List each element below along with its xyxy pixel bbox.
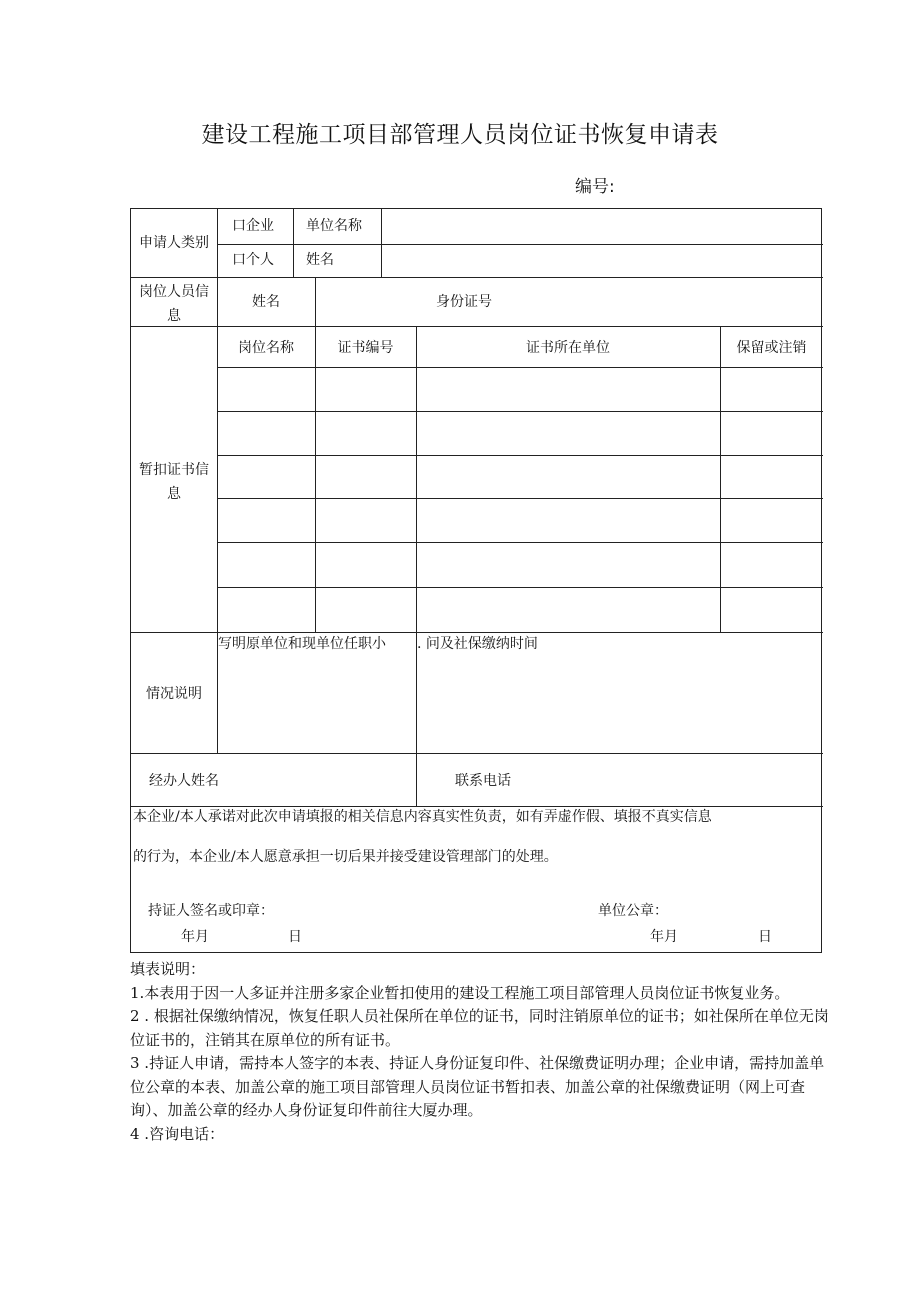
handler-name-label: 经办人姓名 [149,773,219,789]
situation-hint-right: . 问及社保缴纳时间 [417,636,538,652]
unit-seal-label: 单位公章： [598,903,668,919]
row-divider [217,244,823,245]
date-left-year-month: 年月 [181,929,209,945]
application-form-table [130,208,822,953]
col-divider [381,209,382,277]
row-divider [131,632,823,633]
instruction-item: 2 . 根据社保缴纳情况，恢复任职人员社保所在单位的证书，同时注销原单位的证书；如社保所在单位无岗位证书的，注销其在原单位的所有证书。 [130,1007,829,1049]
table-row [218,499,823,542]
cell-cert-number[interactable] [316,499,416,542]
col-header-cert-number: 证书编号 [337,340,394,356]
cell-retain-cancel[interactable] [721,456,823,498]
cell-post-name[interactable] [218,543,315,587]
company-checkbox[interactable]: 口企业 [232,218,274,234]
date-right-year-month: 年月 [650,929,678,945]
holder-signature-label: 持证人签名或印章： [148,903,274,919]
filling-instructions [130,958,830,1146]
serial-number-label: 编号: [575,177,615,197]
instructions-heading: 填表说明： [130,960,206,978]
person-name-field[interactable] [383,246,821,276]
col-divider [293,209,294,277]
table-row [218,456,823,498]
cell-cert-number[interactable] [316,456,416,498]
col-header-cert-unit: 证书所在单位 [526,340,610,356]
col-divider [315,277,316,326]
cell-cert-number[interactable] [316,412,416,455]
table-row [218,543,823,587]
cell-cert-number[interactable] [316,368,416,411]
withheld-cert-label-cont: 息 [167,486,181,502]
id-number-label: 身份证号 [436,294,492,310]
cell-retain-cancel[interactable] [721,499,823,542]
cell-post-name[interactable] [218,499,315,542]
withheld-cert-label: 暂扣证书信 [139,462,209,478]
instruction-item: 4 .咨询电话： [130,1124,225,1143]
row-divider [131,806,823,807]
row-divider [131,753,823,754]
cell-cert-unit[interactable] [417,412,720,455]
table-row [218,368,823,411]
commitment-text-cont: 的行为，本企业/本人愿意承担一切后果并接受建设管理部门的处理。 [133,849,558,865]
cell-retain-cancel[interactable] [721,368,823,411]
cell-cert-unit[interactable] [417,588,720,632]
cell-cert-unit[interactable] [417,368,720,411]
staff-name-label: 姓名 [252,294,280,310]
cell-post-name[interactable] [218,588,315,632]
cell-retain-cancel[interactable] [721,543,823,587]
cell-cert-unit[interactable] [417,543,720,587]
cell-cert-unit[interactable] [417,499,720,542]
company-name-label: 单位名称 [306,218,362,234]
contact-phone-label: 联系电话 [455,773,511,789]
situation-hint-left: 写明原单位和现单位任职小 [218,636,386,652]
person-checkbox[interactable]: 口个人 [232,252,274,268]
person-name-label: 姓名 [306,252,334,268]
form-title: 建设工程施工项目部管理人员岗位证书恢复申请表 [201,122,719,148]
date-right-day: 日 [758,929,772,945]
cell-retain-cancel[interactable] [721,588,823,632]
col-divider [217,209,218,277]
table-row [218,588,823,632]
commitment-text: 本企业/本人承诺对此次申请填报的相关信息内容真实性负责，如有弄虚作假、填报不真实信息 [133,809,712,825]
col-header-post-name: 岗位名称 [238,340,294,356]
company-name-field[interactable] [383,210,821,243]
situation-label: 情况说明 [146,686,202,702]
col-header-retain-cancel: 保留或注销 [736,340,807,356]
cell-post-name[interactable] [218,456,315,498]
cell-cert-unit[interactable] [417,456,720,498]
cell-cert-number[interactable] [316,543,416,587]
cell-post-name[interactable] [218,412,315,455]
cell-retain-cancel[interactable] [721,412,823,455]
instruction-item: 1.本表用于因一人多证并注册多家企业暂扣使用的建设工程施工项目部管理人员岗位证书恢复业务。 [130,983,790,1002]
applicant-category-label: 申请人类别 [139,235,209,251]
instruction-item: 3 .持证人申请，需持本人签字的本表、持证人身份证复印件、社保缴费证明办理；企业申请，需持加盖单位公章的本表、加盖公章的施工项目部管理人员岗位证书暂扣表、加盖公章的社保缴费证明（网上可查询）、加盖公章的经办人身份证复印件前往大厦办理。 [130,1054,825,1119]
table-row [218,412,823,455]
cell-post-name[interactable] [218,368,315,411]
staff-info-label-cont: 息 [167,308,181,324]
cell-cert-number[interactable] [316,588,416,632]
staff-info-label: 岗位人员信 [139,284,209,300]
situation-input-area[interactable] [218,655,822,752]
date-left-day: 日 [288,929,302,945]
row-divider [131,277,823,278]
